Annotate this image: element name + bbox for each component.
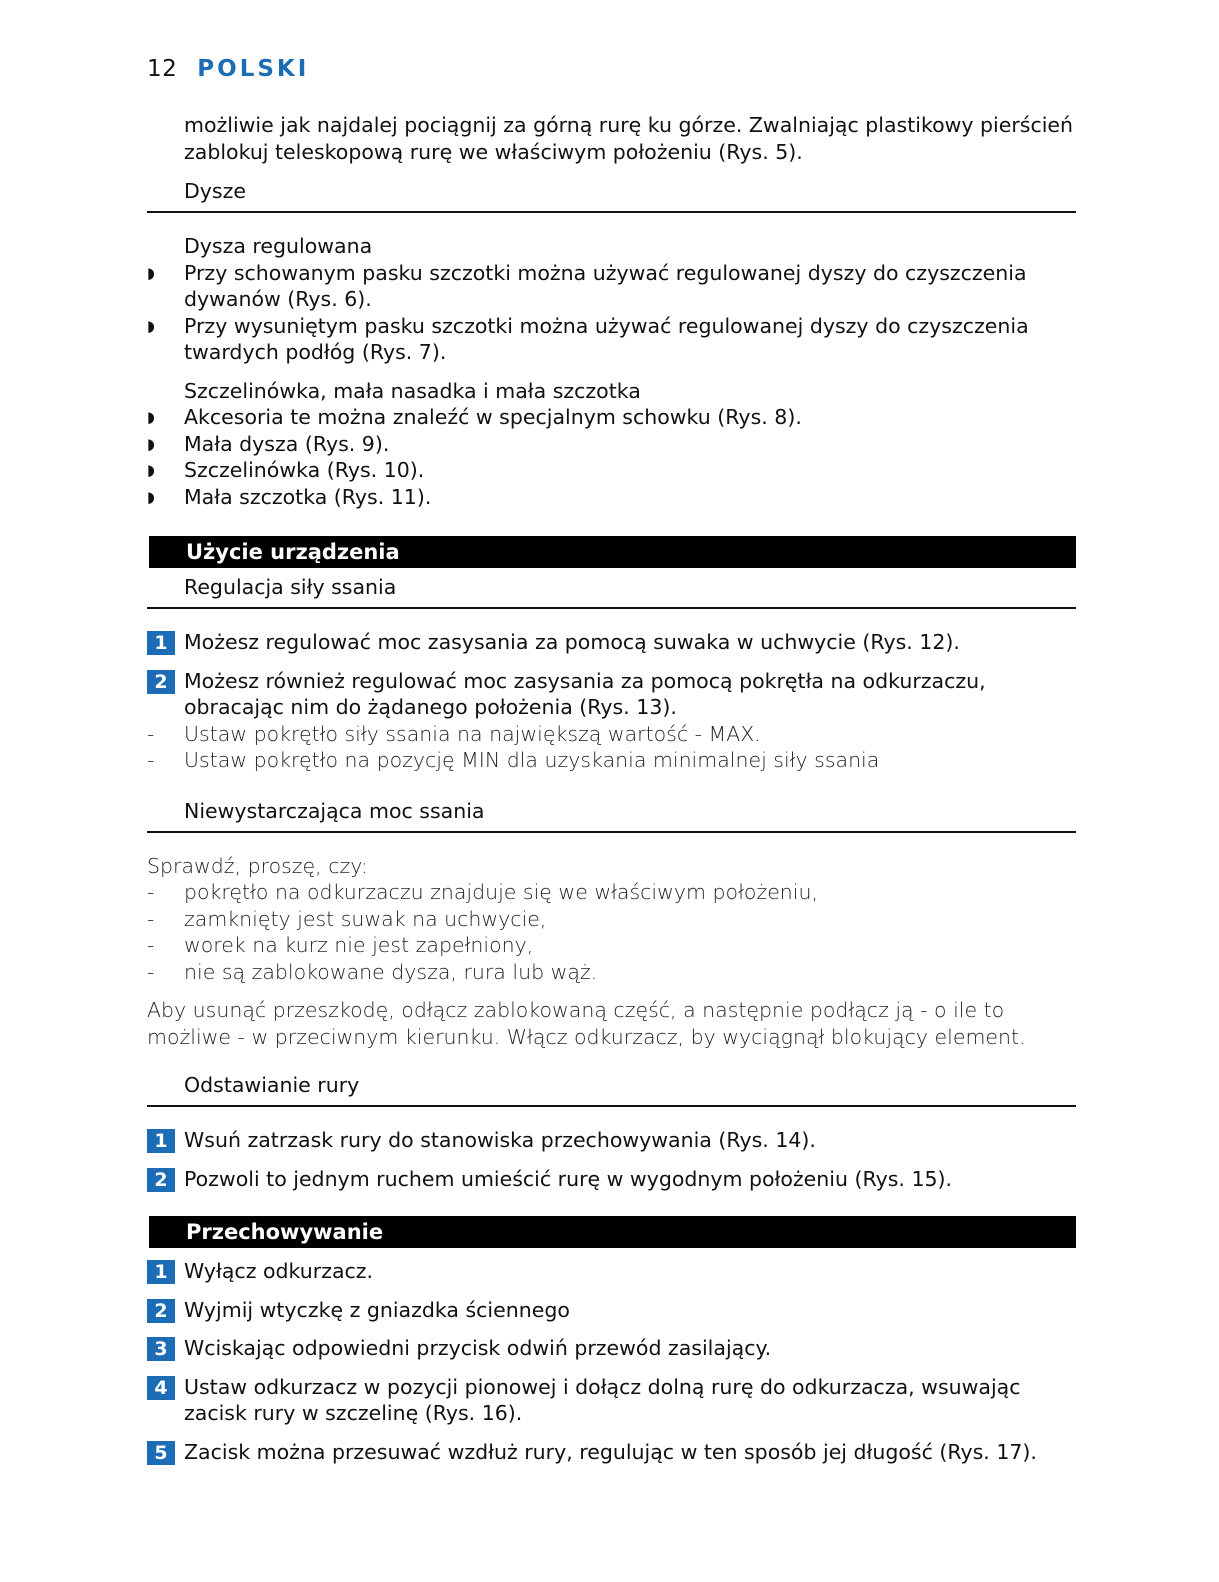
bullet-icon: ◗	[147, 316, 155, 335]
divider	[147, 831, 1076, 833]
dash-marker: -	[147, 933, 155, 957]
step-number: 3	[147, 1337, 175, 1361]
step-number: 1	[147, 631, 175, 655]
list-item: - worek na kurz nie jest zapełniony,	[147, 933, 534, 957]
language-title: POLSKI	[197, 56, 310, 82]
insufficient-section	[147, 796, 1076, 833]
list-item: ◗ Szczelinówka (Rys. 10).	[147, 458, 425, 482]
list-item: ◗ Mała szczotka (Rys. 11).	[147, 484, 432, 509]
step-item: 2 Wyjmij wtyczkę z gniazdka ściennego	[147, 1297, 1076, 1324]
step-number: 1	[147, 1129, 175, 1153]
section-title-nozzles: Dysze	[184, 179, 246, 203]
step-number: 5	[147, 1441, 175, 1465]
step-item: 3 Wciskając odpowiedni przycisk odwiń przewód zasilający.	[147, 1335, 1076, 1362]
nozzles-section	[147, 176, 1076, 213]
parking-section	[147, 1070, 1076, 1107]
list-item: - zamknięty jest suwak na uchwycie,	[147, 906, 547, 931]
dash-marker: -	[147, 906, 155, 931]
step-number: 2	[147, 1299, 175, 1323]
list-item: - Ustaw pokrętło na pozycję MIN dla uzyskania minimalnej siły ssania	[147, 748, 880, 772]
list-item: - pokrętło na odkurzaczu znajduje się we właściwym położeniu,	[147, 880, 819, 904]
list-item: - Ustaw pokrętło siły ssania na największą wartość - MAX.	[147, 721, 761, 746]
subtitle-adjustable-nozzle: Dysza regulowana	[184, 234, 373, 258]
divider	[147, 607, 1076, 609]
step-number: 1	[147, 1260, 175, 1284]
bullet-icon: ◗	[147, 461, 155, 479]
step-item: 2 Pozwoli to jednym ruchem umieścić rurę w wygodnym położeniu (Rys. 15).	[147, 1166, 1076, 1193]
list-item: ◗ Przy wysuniętym pasku szczotki można używać regulowanej dyszy do czyszczenia twardych podłóg (Rys. 7).	[147, 313, 1029, 364]
section-title-insufficient: Niewystarczająca moc ssania	[184, 798, 485, 823]
section-title-parking: Odstawianie rury	[184, 1073, 360, 1097]
remedy-paragraph: Aby usunąć przeszkodę, odłącz zablokowaną część, a następnie podłącz ją - o ile to możliwe - w przeciwnym kierunku. Włącz odkurzacz, by wyciągnął blokujący element.	[147, 998, 1026, 1049]
dash-marker: -	[147, 721, 155, 746]
step-item: 1 Wyłącz odkurzacz.	[147, 1258, 1076, 1285]
section-title-suction: Regulacja siły ssania	[184, 575, 397, 599]
page-header	[147, 56, 309, 86]
step-item: 4 Ustaw odkurzacz w pozycji pionowej i dołącz dolną rurę do odkurzacza, wsuwając zacisk rury w szczelinę (Rys. 16).	[147, 1374, 1076, 1427]
divider	[147, 211, 1076, 213]
page-content	[147, 112, 1076, 1465]
dash-marker: -	[147, 880, 155, 904]
suction-section	[147, 572, 1076, 609]
list-item: ◗ Akcesoria te można znaleźć w specjalnym schowku (Rys. 8).	[147, 405, 802, 429]
divider	[147, 1105, 1076, 1107]
step-item: 1 Wsuń zatrzask rury do stanowiska przechowywania (Rys. 14).	[147, 1127, 1076, 1154]
step-item: 1 Możesz regulować moc zasysania za pomocą suwaka w uchwycie (Rys. 12).	[147, 629, 1076, 656]
list-item: ◗ Przy schowanym pasku szczotki można używać regulowanej dyszy do czyszczenia dywanów (Rys. 6).	[147, 260, 1027, 311]
dash-marker: -	[147, 959, 155, 984]
check-intro: Sprawdź, proszę, czy:	[147, 853, 368, 878]
list-item: ◗ Mała dysza (Rys. 9).	[147, 431, 390, 456]
bullet-icon: ◗	[147, 263, 155, 282]
step-number: 4	[147, 1376, 175, 1400]
list-item: - nie są zablokowane dysza, rura lub wąż.	[147, 959, 598, 984]
page-number: 12	[147, 56, 178, 82]
intro-paragraph: możliwie jak najdalej pociągnij za górną rurę ku górze. Zwalniając plastikowy pierścień zablokuj teleskopową rurę we właściwym położeniu (Rys. 5).	[184, 113, 1074, 164]
step-number: 2	[147, 1168, 175, 1192]
bullet-icon: ◗	[147, 434, 155, 453]
section-bar-storage: Przechowywanie	[149, 1216, 1076, 1248]
subtitle-accessories: Szczelinówka, mała nasadka i mała szczotka	[184, 378, 641, 403]
step-number: 2	[147, 670, 175, 694]
step-item: 5 Zacisk można przesuwać wzdłuż rury, regulując w ten sposób jej długość (Rys. 17).	[147, 1439, 1076, 1466]
step-item: 2 Możesz również regulować moc zasysania za pomocą pokrętła na odkurzaczu, obracając nim do żądanego położenia (Rys. 13).	[147, 668, 1076, 721]
bullet-icon: ◗	[147, 487, 155, 506]
dash-marker: -	[147, 748, 155, 772]
section-bar-usage: Użycie urządzenia	[149, 536, 1076, 568]
bullet-icon: ◗	[147, 408, 155, 426]
